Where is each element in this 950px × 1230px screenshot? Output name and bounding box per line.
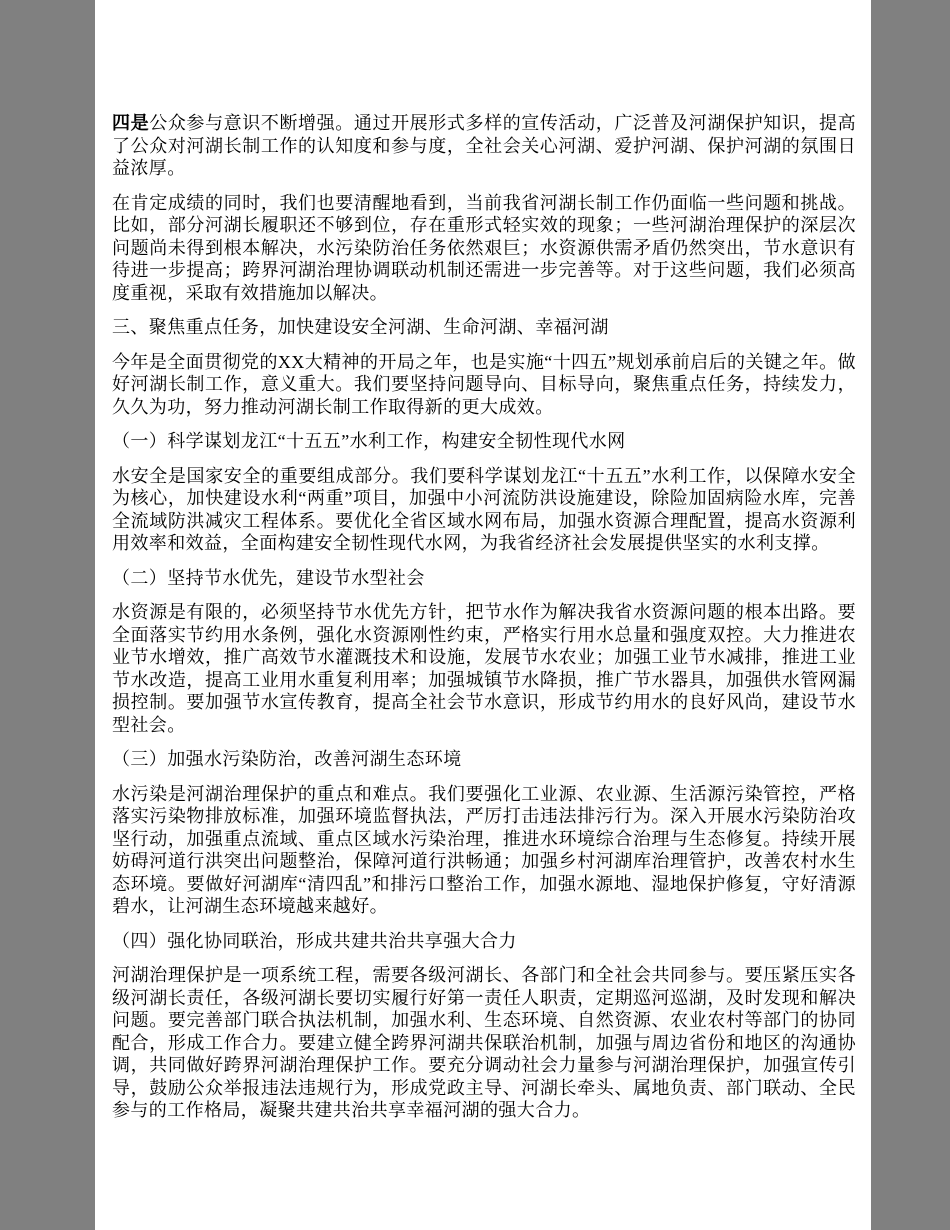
document-page <box>95 0 871 1230</box>
paragraph-problems-challenges: 在肯定成绩的同时，我们也要清醒地看到，当前我省河湖长制工作仍面临一些问题和挑战。比如，部分河湖长履职还不够到位，存在重形式轻实效的现象；一些河湖治理保护的深层次问题尚未得到根本解决，水污染防治任务依然艰巨；水资源供需矛盾仍然突出，节水意识有待进一步提高；跨界河湖治理协调联动机制还需进一步完善等。对于这些问题，我们必须高度重视，采取有效措施加以解决。 <box>112 192 856 303</box>
paragraph-point-four <box>112 112 856 180</box>
paragraph-pollution-control: 水污染是河湖治理保护的重点和难点。我们要强化工业源、农业源、生活源污染管控，严格落实污染物排放标准，加强环境监督执法，严厉打击违法排污行为。深入开展水污染防治攻坚行动，加强重点流域、重点区域水污染治理，推进水环境综合治理与生态修复。持续开展妨碍河道行洪突出问题整治，保障河道行洪畅通；加强乡村河湖库治理管护，改善农村水生态环境。要做好河湖库“清四乱”和排污口整治工作，加强水源地、湿地保护修复，守好清源碧水，让河湖生态环境越来越好。 <box>112 783 856 916</box>
subheading-three-pollution-control: （三）加强水污染防治，改善河湖生态环境 <box>112 749 462 769</box>
subheading-four-joint-governance: （四）强化协同联治，形成共建共治共享强大合力 <box>112 930 517 951</box>
paragraph-section-three-intro: 今年是全面贯彻党的XX大精神的开局之年，也是实施“十四五”规划承前启后的关键之年。做好河湖长制工作，意义重大。我们要坚持问题导向、目标导向，聚焦重点任务，持续发力，久久为功，努力推动河湖长制工作取得新的更大成效。 <box>112 351 856 417</box>
paragraph-water-saving: 水资源是有限的，必须坚持节水优先方针，把节水作为解决我省水资源问题的根本出路。要全面落实节约用水条例，强化水资源刚性约束，严格实行用水总量和强度双控。大力推进农业节水增效，推广高效节水灌溉技术和设施，发展节水农业；加强工业节水减排，推进工业节水改造，提高工业用水重复利用率；加强城镇节水降损，推广节水器具，加强供水管网漏损控制。要加强节水宣传教育，提高全社会节水意识，形成节约用水的良好风尚，建设节水型社会。 <box>112 602 856 735</box>
paragraph-joint-governance: 河湖治理保护是一项系统工程，需要各级河湖长、各部门和全社会共同参与。要压紧压实各级河湖长责任，各级河湖长要切实履行好第一责任人职责，定期巡河巡湖，及时发现和解决问题。要完善部门联合执法机制，加强水利、生态环境、自然资源、农业农村等部门的协同配合，形成工作合力。要建立健全跨界河湖共保联治机制，加强与周边省份和地区的沟通协调，共同做好跨界河湖治理保护工作。要充分调动社会力量参与河湖治理保护，加强宣传引导，鼓励公众举报违法违规行为，形成党政主导、河湖长牵头、属地负责、部门联动、全民参与的工作格局，凝聚共建共治共享幸福河湖的强大合力。 <box>112 965 856 1120</box>
heading-section-three: 三、聚焦重点任务，加快建设安全河湖、生命河湖、幸福河湖 <box>112 317 609 337</box>
paragraph-point-four-lead: 四是 <box>112 113 150 133</box>
paragraph-point-four-text: 公众参与意识不断增强。通过开展形式多样的宣传活动，广泛普及河湖保护知识，提高了公众对河湖长制工作的认知度和参与度，全社会关心河湖、爱护河湖、保护河湖的氛围日益浓厚。 <box>112 113 856 178</box>
subheading-two-water-saving: （二）坚持节水优先，建设节水型社会 <box>112 567 425 588</box>
subheading-one-water-planning: （一）科学谋划龙江“十五五”水利工作，构建安全韧性现代水网 <box>112 431 626 451</box>
paragraph-water-security: 水安全是国家安全的重要组成部分。我们要科学谋划龙江“十五五”水利工作，以保障水安全为核心，加快建设水利“两重”项目，加强中小河流防洪设施建设，除险加固病险水库，完善全流域防洪减灾工程体系。要优化全省区域水网布局，加强水资源合理配置，提高水资源利用效率和效益，全面构建安全韧性现代水网，为我省经济社会发展提供坚实的水利支撑。 <box>112 465 856 553</box>
